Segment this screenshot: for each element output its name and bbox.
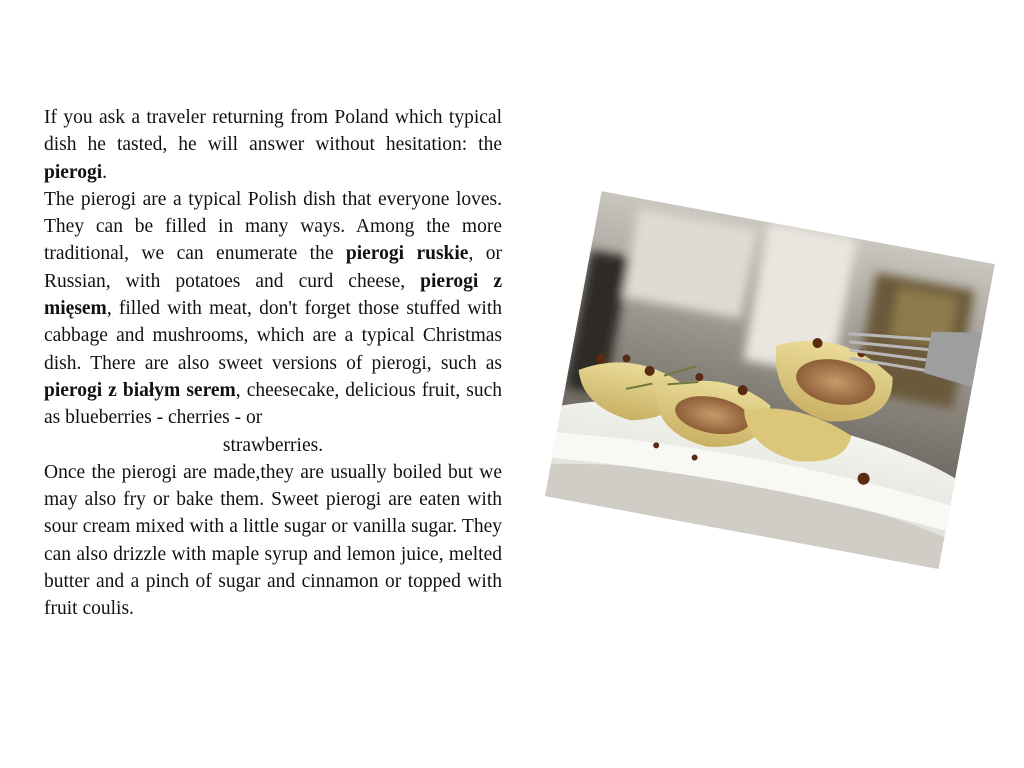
article-text (44, 104, 502, 623)
paragraph-varieties-last-line (44, 432, 502, 459)
varieties-text-5: strawberries. (222, 434, 324, 456)
paragraph-varieties (44, 186, 502, 432)
pierogi-z-miesem-term: pierogi z mięsem (44, 270, 503, 320)
paragraph-intro (44, 104, 502, 186)
varieties-text-4: , cheesecake, delicious fruit, such as blueberries - cherries - or (44, 379, 502, 429)
intro-text: If you ask a traveler returning from Poland which typical dish he tasted, he will answer without hesitation: the (44, 107, 502, 156)
pierogi-z-bialym-serem-term: pierogi z białym serem (44, 379, 236, 401)
cooking-text: Once the pierogi are made,they are usually boiled but we may also fry or bake them. Sweet pierogi are eaten with sour cream mixed with a little sugar or vanilla sugar. They can also drizzle with maple syrup and lemon juice, melted butter and a pinch of sugar and cinnamon or topped with fruit coulis. (44, 461, 502, 620)
varieties-text-3: , filled with meat, don't forget those stuffed with cabbage and mushrooms, which are a typical Christmas dish. There are also sweet versions of pierogi, such as (44, 298, 502, 374)
varieties-text-1: The pierogi are a typical Polish dish that everyone loves. They can be filled in many ways. Among the more traditional, we can enumerate the (44, 188, 502, 265)
pierogi-photo (545, 191, 995, 569)
pierogi-ruskie-term: pierogi ruskie (345, 243, 469, 265)
varieties-text-2: , or Russian, with potatoes and curd cheese, (44, 243, 502, 292)
paragraph-cooking (44, 459, 502, 623)
pierogi-photo-illustration (545, 191, 995, 569)
pierogi-term: pierogi (44, 161, 103, 183)
intro-period: . (102, 161, 108, 183)
